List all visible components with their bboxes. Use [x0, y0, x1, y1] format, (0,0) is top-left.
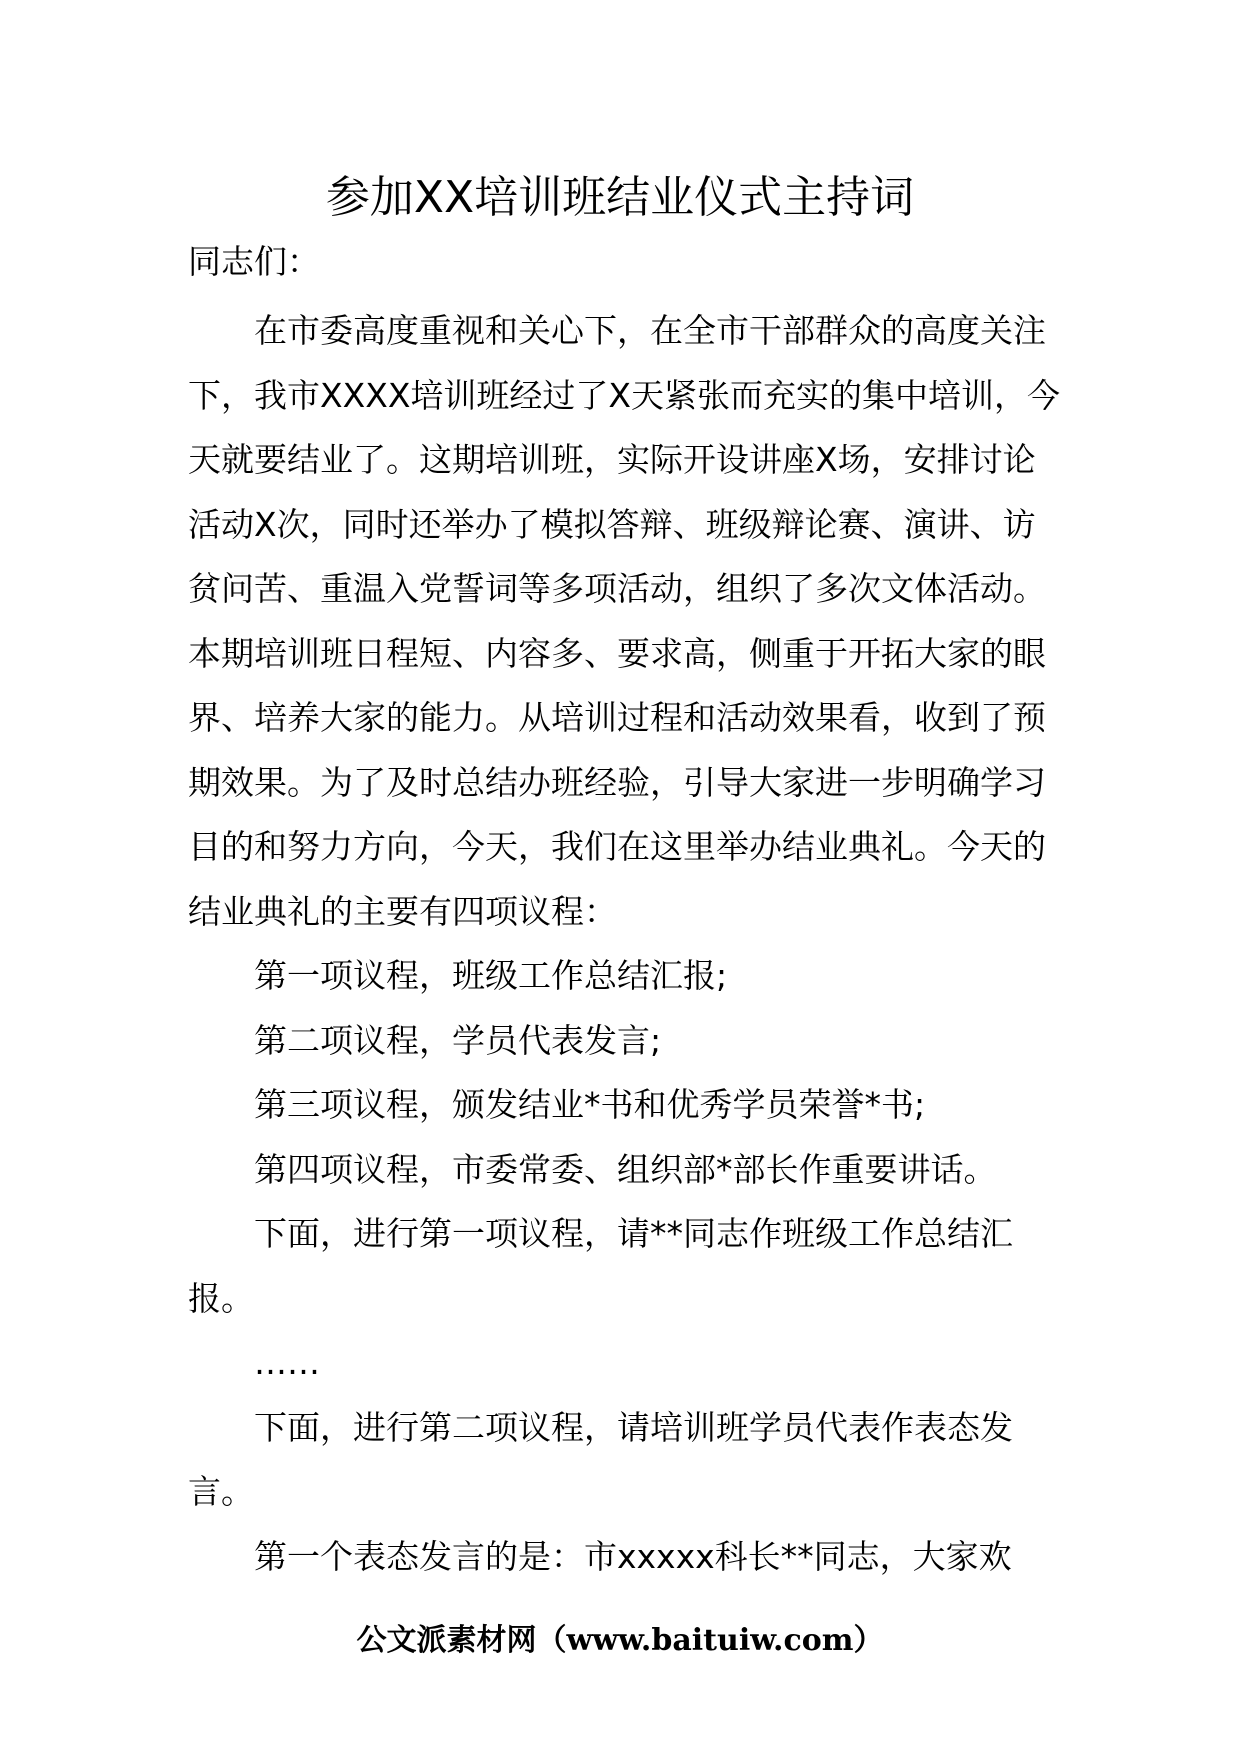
agenda-step-2-paragraph: 下面，进行第二项议程，请培训班学员代表作表态发言。 [188, 1407, 1013, 1511]
intro-paragraph: 在市委高度重视和关心下，在全市干部群众的高度关注下，我市XXXX培训班经过了X天紧张而充实的集中培训，今天就要结业了。这期培训班，实际开设讲座X场，安排讨论活动X次，同时还举办了模拟答辩、班级辩论赛、演讲、访贫问苦、重温入党誓词等多项活动，组织了多次文体活动。本期培训班日程短、内容多、要求高，侧重于开拓大家的眼界、培养大家的能力。从培训过程和活动效果看，收到了预期效果。为了及时总结办班经验，引导大家进一步明确学习目的和努力方向，今天，我们在这里举办结业典礼。今天的结业典礼的主要有四项议程： [188, 311, 1061, 931]
speaker-intro-paragraph: 第一个表态发言的是：市xxxxx科长**同志，大家欢 [254, 1536, 1012, 1576]
salutation: 同志们： [188, 242, 320, 281]
document-title: 参加XX培训班结业仪式主持词 [325, 172, 915, 223]
agenda-item-2: 第二项议程，学员代表发言; [254, 1020, 662, 1060]
document-body [188, 299, 1068, 1589]
agenda-item-1: 第一项议程，班级工作总结汇报; [254, 956, 728, 995]
agenda-item-3: 第三项议程，颁发结业*书和优秀学员荣誉*书; [254, 1085, 926, 1124]
ellipsis-paragraph: …… [254, 1343, 320, 1382]
agenda-step-1-paragraph: 下面，进行第一项议程，请**同志作班级工作总结汇报。 [188, 1214, 1013, 1318]
agenda-item-4: 第四项议程，市委常委、组织部*部长作重要讲话。 [254, 1149, 997, 1189]
footer-watermark: 公文派素材网（www.baituiw.com） [356, 1623, 884, 1658]
